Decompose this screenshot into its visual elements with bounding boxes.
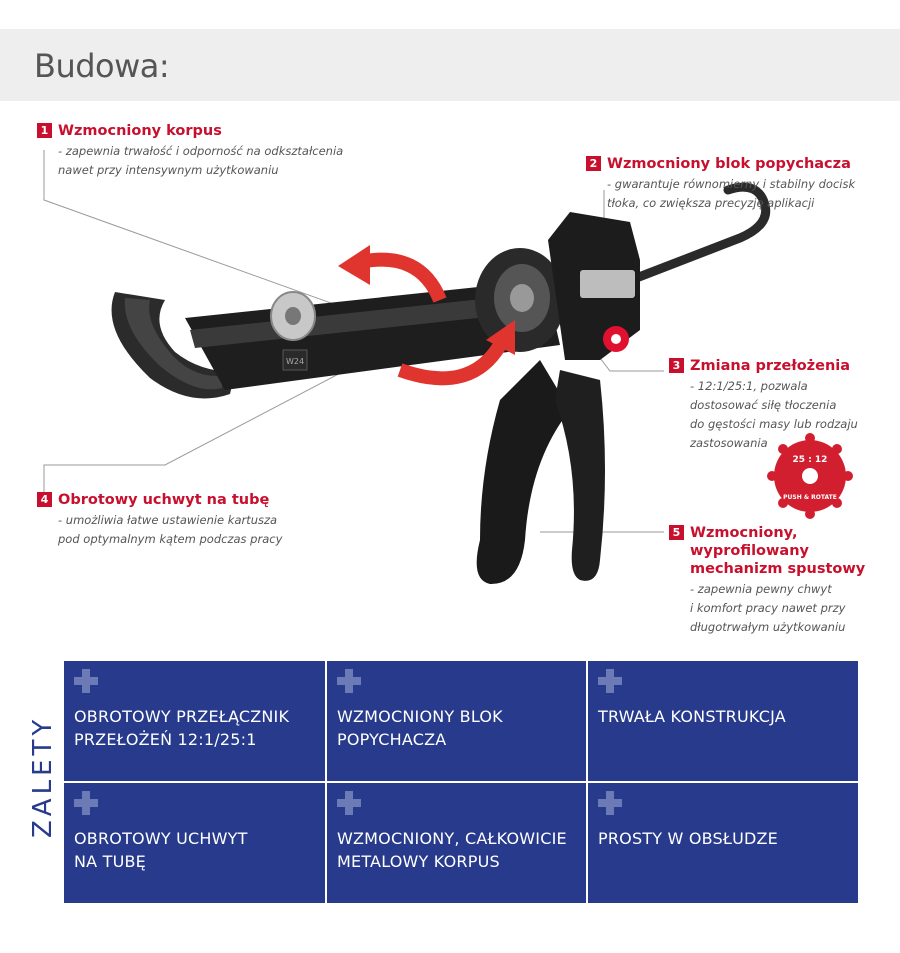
callout-2-description: - gwarantuje równomierny i stabilny docisk tłoka, co zwiększa precyzję aplikacji xyxy=(607,177,856,210)
plus-icon xyxy=(598,669,622,693)
advantage-text: OBROTOWY UCHWYT NA TUBĘ xyxy=(74,829,248,871)
plus-icon xyxy=(337,791,361,815)
callout-3-title: Zmiana przełożenia xyxy=(690,358,851,374)
advantages-grid xyxy=(64,661,858,903)
page-title: Budowa: xyxy=(34,47,170,85)
callout-4-description: - umożliwia łatwe ustawienie kartusza pod optymalnym kątem podczas pracy xyxy=(58,513,283,546)
callout-4 xyxy=(37,491,357,549)
advantage-text: WZMOCNIONY BLOK POPYCHACZA xyxy=(337,707,503,749)
advantage-item xyxy=(327,661,586,781)
badge-label: PUSH & ROTATE xyxy=(783,494,837,501)
advantage-item xyxy=(588,661,858,781)
plus-icon xyxy=(74,669,98,693)
callout-5-number: 5 xyxy=(669,525,684,540)
plus-icon xyxy=(598,791,622,815)
callout-2 xyxy=(586,155,886,213)
callout-5-title: Wzmocniony, wyprofilowany mechanizm spustowy xyxy=(690,525,866,577)
plus-icon xyxy=(337,669,361,693)
advantage-text: OBROTOWY PRZEŁĄCZNIK PRZEŁOŻEŃ 12:1/25:1 xyxy=(74,707,290,749)
plus-icon xyxy=(74,791,98,815)
callout-5 xyxy=(669,524,884,637)
callout-3-number: 3 xyxy=(669,358,684,373)
advantage-text: TRWAŁA KONSTRUKCJA xyxy=(598,707,786,726)
advantage-item xyxy=(64,661,325,781)
callout-1-number: 1 xyxy=(37,123,52,138)
callout-1 xyxy=(37,122,377,180)
callout-4-number: 4 xyxy=(37,492,52,507)
callout-5-description: - zapewnia pewny chwyt i komfort pracy nawet przy długotrwałym użytkowaniu xyxy=(690,582,846,634)
advantage-item xyxy=(327,783,586,903)
callout-4-title: Obrotowy uchwyt na tubę xyxy=(58,492,270,508)
header-band xyxy=(0,29,900,101)
advantage-item xyxy=(588,783,858,903)
advantage-item xyxy=(64,783,325,903)
tool-marking: W24 xyxy=(285,357,305,366)
callout-2-title: Wzmocniony blok popychacza xyxy=(607,156,851,172)
callout-1-description: - zapewnia trwałość i odporność na odkształcenia nawet przy intensywnym użytkowaniu xyxy=(58,144,344,177)
badge-ratio: 25 : 12 xyxy=(792,455,828,465)
callout-3 xyxy=(669,357,884,453)
callout-1-title: Wzmocniony korpus xyxy=(58,123,222,139)
advantage-text: WZMOCNIONY, CAŁKOWICIE METALOWY KORPUS xyxy=(337,829,567,871)
advantage-text: PROSTY W OBSŁUDZE xyxy=(598,829,778,848)
callout-2-number: 2 xyxy=(586,156,601,171)
callout-3-description: - 12:1/25:1, pozwala dostosować siłę tłoczenia do gęstości masy lub rodzaju zastosowania xyxy=(690,379,858,450)
advantages-label: ZALETY xyxy=(28,715,58,838)
